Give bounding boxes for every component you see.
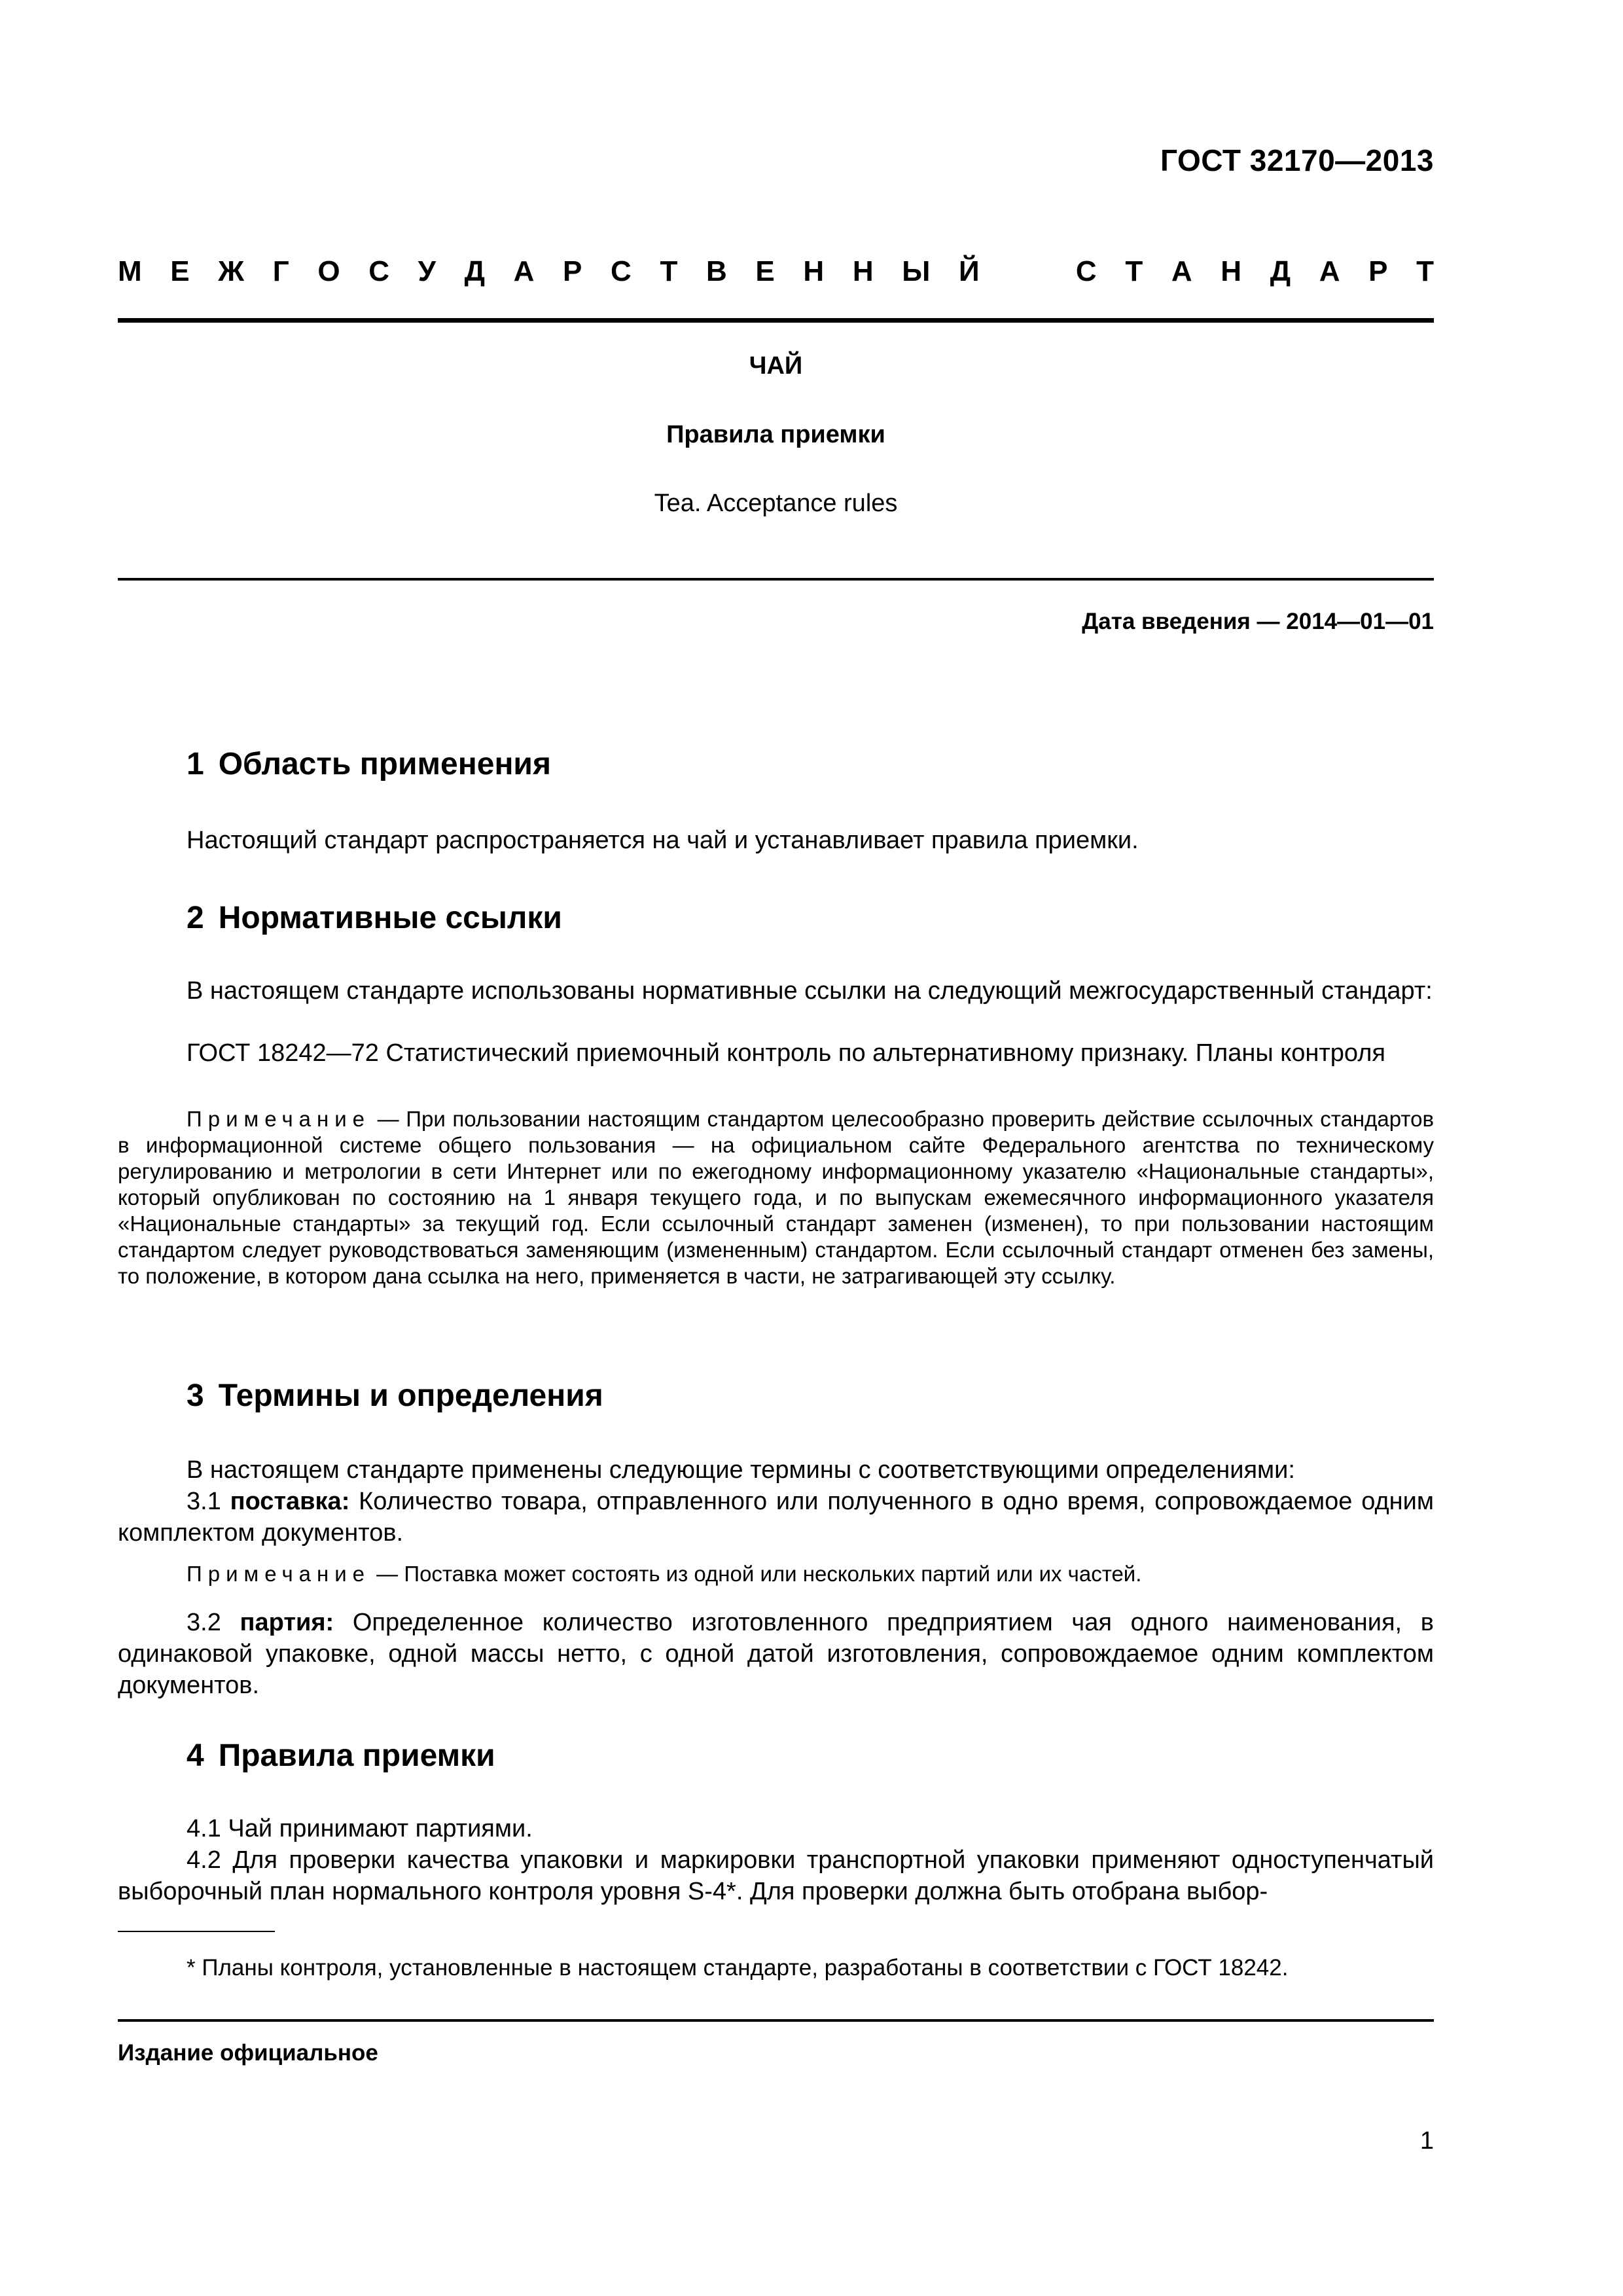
page-number: 1 xyxy=(1419,2127,1434,2155)
kind-letter: Ы xyxy=(902,255,931,287)
section-number: 3 xyxy=(187,1378,204,1413)
section-title: Термины и определения xyxy=(218,1378,603,1413)
references-note xyxy=(118,1106,1434,1289)
edition-label: Издание официальное xyxy=(118,2040,378,2066)
term-definition: Количество товара, отправленного или полученного в одно время, сопровождаемое одним комплектом документов. xyxy=(118,1488,1435,1547)
section-title: Область применения xyxy=(218,747,551,781)
kind-letter: О xyxy=(317,255,340,287)
footnote: * Планы контроля, установленные в настоящем стандарте, разработаны в соответствии с ГОСТ 18242. xyxy=(187,1955,1289,1981)
section-heading-scope xyxy=(187,746,551,782)
kind-letter: Н xyxy=(1221,255,1242,287)
footnote-rule xyxy=(118,1931,275,1932)
term-delivery xyxy=(118,1486,1434,1549)
document-subtitle: Правила приемки xyxy=(666,421,885,448)
term-number: 3.1 xyxy=(187,1488,230,1515)
section-number: 1 xyxy=(187,747,204,781)
standard-kind-heading xyxy=(118,255,1434,288)
standard-number: ГОСТ 32170—2013 xyxy=(1160,143,1434,177)
kind-letter: В xyxy=(706,255,727,287)
document-title: ЧАЙ xyxy=(749,352,803,380)
terms-intro: В настоящем стандарте применены следующие термины с соответствующими определениями: xyxy=(187,1456,1295,1484)
introduction-date: Дата введения — 2014—01—01 xyxy=(1082,609,1434,634)
section-heading-terms xyxy=(187,1378,603,1414)
note-text: — Поставка может состоять из одной или нескольких партий или их частей. xyxy=(370,1562,1142,1586)
kind-letter: Е xyxy=(170,255,190,287)
term-batch xyxy=(118,1607,1434,1701)
reference-item: ГОСТ 18242—72 Статистический приемочный контроль по альтернативному признаку. Планы контроля xyxy=(187,1039,1385,1067)
kind-letter: С xyxy=(611,255,632,287)
acceptance-item-4-1: 4.1 Чай принимают партиями. xyxy=(187,1815,533,1842)
kind-letter: Р xyxy=(563,255,582,287)
section-heading-acceptance xyxy=(187,1738,495,1774)
section-number: 2 xyxy=(187,901,204,935)
word-gap xyxy=(1008,255,1047,288)
kind-letter: Г xyxy=(272,255,289,287)
term-definition: Определенное количество изготовленного предприятием чая одного наименования, в одинаковой упаковке, одной массы нетто, с одной датой изготовления, сопровождаемое одним комплектом документов. xyxy=(118,1609,1434,1699)
section-title: Нормативные ссылки xyxy=(218,901,562,935)
kind-letter: М xyxy=(118,255,142,287)
note-label: Примечание xyxy=(187,1562,371,1586)
kind-letter: Ж xyxy=(218,255,245,287)
kind-letter: С xyxy=(1075,255,1097,287)
term-note xyxy=(118,1561,1434,1587)
kind-letter: А xyxy=(1319,255,1340,287)
kind-letter: А xyxy=(513,255,535,287)
kind-letter: У xyxy=(418,255,436,287)
kind-letter: Т xyxy=(1416,255,1434,287)
kind-letter: Д xyxy=(464,255,485,287)
term-name: поставка: xyxy=(230,1488,350,1515)
references-paragraph: В настоящем стандарте использованы нормативные ссылки на следующий межгосударственный стандарт: xyxy=(187,977,1433,1005)
scope-paragraph: Настоящий стандарт распространяется на чай и устанавливает правила приемки. xyxy=(187,827,1139,854)
footer-rule xyxy=(118,2019,1434,2022)
term-name: партия: xyxy=(240,1609,334,1636)
kind-letter: Е xyxy=(755,255,775,287)
kind-letter: С xyxy=(368,255,389,287)
acceptance-item-4-2: 4.2 Для проверки качества упаковки и маркировки транспортной упаковки применяют одноступенчатый выборочный план нормального контроля уровня S-4*. Для проверки должна быть отобрана выбор- xyxy=(118,1846,1434,1905)
kind-letter: Д xyxy=(1270,255,1291,287)
kind-letter: Т xyxy=(660,255,678,287)
title-rule xyxy=(118,578,1434,581)
section-number: 4 xyxy=(187,1738,204,1773)
kind-letter: Р xyxy=(1368,255,1388,287)
kind-letter: Й xyxy=(958,255,980,287)
note-label: Примечание xyxy=(187,1107,371,1131)
note-text: — При пользовании настоящим стандартом целесообразно проверить действие ссылочных стандартов в информационной системе общего пользования — на официальном сайте Федерального агентства по техническому регулированию и метрологии в сети Интернет или по ежегодному информационному указателю «Национальные стандарты», который опубликован по состоянию на 1 января текущего года, и по выпускам ежемесячного информационного указателя «Национальные стандарты» за текущий год. Если ссылочный стандарт заменен (изменен), то при пользовании настоящим стандартом следует руководствоваться заменяющим (измененным) стандартом. Если ссылочный стандарт отменен без замены, то положение, в котором дана ссылка на него, применяется в части, не затрагивающей эту ссылку. xyxy=(118,1107,1434,1288)
term-number: 3.2 xyxy=(187,1609,240,1636)
kind-letter: Т xyxy=(1125,255,1143,287)
document-title-english: Tea. Acceptance rules xyxy=(654,490,898,517)
kind-letter: Н xyxy=(803,255,825,287)
section-heading-references xyxy=(187,900,562,936)
header-rule xyxy=(118,318,1434,323)
kind-letter: Н xyxy=(852,255,874,287)
section-title: Правила приемки xyxy=(218,1738,495,1773)
kind-letter: А xyxy=(1171,255,1192,287)
